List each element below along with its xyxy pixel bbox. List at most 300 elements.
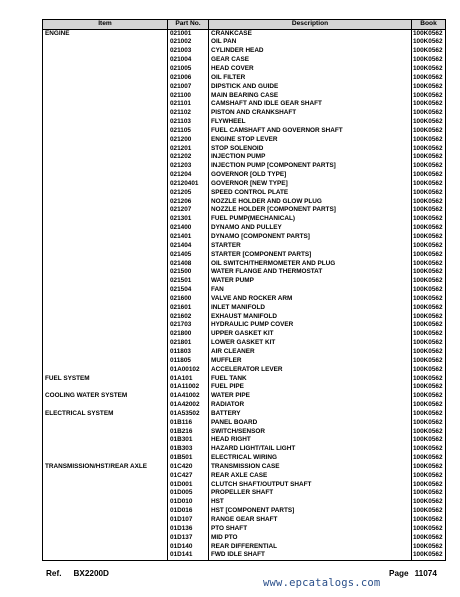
table-row xyxy=(43,330,446,339)
cell-description: PTO SHAFT xyxy=(209,525,412,534)
cell-part-no: 011803 xyxy=(168,348,209,357)
cell-description: ENGINE STOP LEVER xyxy=(209,136,412,145)
cell-description: PROPELLER SHAFT xyxy=(209,489,412,498)
cell-book: 100K0562 xyxy=(412,38,446,47)
cell-description: OIL SWITCH/THERMOMETER AND PLUG xyxy=(209,260,412,269)
table-row xyxy=(43,251,446,260)
cell-part-no: 021601 xyxy=(168,304,209,313)
cell-description: BATTERY xyxy=(209,410,412,419)
cell-part-no: 021404 xyxy=(168,242,209,251)
table-row xyxy=(43,286,446,295)
table-row xyxy=(43,92,446,101)
table-row xyxy=(43,534,446,543)
cell-part-no: 021301 xyxy=(168,215,209,224)
cell-item xyxy=(43,357,168,366)
cell-book: 100K0562 xyxy=(412,233,446,242)
cell-part-no: 021002 xyxy=(168,38,209,47)
cell-item xyxy=(43,65,168,74)
cell-part-no: 021202 xyxy=(168,153,209,162)
cell-item xyxy=(43,189,168,198)
cell-description: FLYWHEEL xyxy=(209,118,412,127)
cell-book: 100K0562 xyxy=(412,543,446,552)
table-row xyxy=(43,410,446,419)
cell-item xyxy=(43,543,168,552)
cell-part-no: 021408 xyxy=(168,260,209,269)
cell-item xyxy=(43,330,168,339)
cell-item: FUEL SYSTEM xyxy=(43,375,168,384)
footer-page xyxy=(389,569,437,578)
table-row xyxy=(43,357,446,366)
cell-book: 100K0562 xyxy=(412,171,446,180)
cell-description: REAR AXLE CASE xyxy=(209,472,412,481)
table-row xyxy=(43,215,446,224)
table-row xyxy=(43,118,446,127)
cell-item xyxy=(43,481,168,490)
cell-part-no: 01D136 xyxy=(168,525,209,534)
cell-part-no: 021003 xyxy=(168,47,209,56)
table-row xyxy=(43,428,446,437)
cell-book: 100K0562 xyxy=(412,251,446,260)
cell-part-no: 021401 xyxy=(168,233,209,242)
parts-index-table xyxy=(42,19,446,561)
cell-book: 100K0562 xyxy=(412,357,446,366)
cell-book: 100K0562 xyxy=(412,277,446,286)
cell-part-no: 01D001 xyxy=(168,481,209,490)
column-header-book: Book xyxy=(412,20,446,30)
cell-part-no: 01B303 xyxy=(168,445,209,454)
cell-part-no: 01A101 xyxy=(168,375,209,384)
cell-description: GOVERNOR [OLD TYPE] xyxy=(209,171,412,180)
cell-item xyxy=(43,525,168,534)
table-row xyxy=(43,401,446,410)
cell-item xyxy=(43,224,168,233)
cell-item xyxy=(43,47,168,56)
cell-item xyxy=(43,233,168,242)
cell-part-no: 021100 xyxy=(168,92,209,101)
cell-item xyxy=(43,313,168,322)
cell-part-no: 021501 xyxy=(168,277,209,286)
cell-part-no: 021703 xyxy=(168,321,209,330)
cell-item xyxy=(43,277,168,286)
cell-item: COOLING WATER SYSTEM xyxy=(43,392,168,401)
cell-item xyxy=(43,118,168,127)
cell-description: HST xyxy=(209,498,412,507)
cell-book: 100K0562 xyxy=(412,47,446,56)
table-header-row xyxy=(43,20,446,30)
table-row xyxy=(43,189,446,198)
cell-description: HYDRAULIC PUMP COVER xyxy=(209,321,412,330)
cell-book: 100K0562 xyxy=(412,180,446,189)
cell-item xyxy=(43,145,168,154)
table-row xyxy=(43,304,446,313)
cell-item xyxy=(43,339,168,348)
cell-description: STARTER [COMPONENT PARTS] xyxy=(209,251,412,260)
cell-book: 100K0562 xyxy=(412,224,446,233)
table-row xyxy=(43,127,446,136)
cell-book: 100K0562 xyxy=(412,454,446,463)
cell-item xyxy=(43,321,168,330)
table-row xyxy=(43,481,446,490)
cell-book: 100K0562 xyxy=(412,100,446,109)
cell-item: ELECTRICAL SYSTEM xyxy=(43,410,168,419)
cell-book: 100K0562 xyxy=(412,304,446,313)
cell-book: 100K0562 xyxy=(412,83,446,92)
table-row xyxy=(43,277,446,286)
cell-description: RADIATOR xyxy=(209,401,412,410)
cell-part-no: 021201 xyxy=(168,145,209,154)
table-row xyxy=(43,206,446,215)
cell-part-no: 01D137 xyxy=(168,534,209,543)
cell-description: INLET MANIFOLD xyxy=(209,304,412,313)
ref-label: Ref. xyxy=(46,569,62,578)
cell-part-no: 01B501 xyxy=(168,454,209,463)
cell-description: MID PTO xyxy=(209,534,412,543)
table-row xyxy=(43,100,446,109)
cell-book: 100K0562 xyxy=(412,366,446,375)
table-row xyxy=(43,38,446,47)
cell-book: 100K0562 xyxy=(412,392,446,401)
cell-item xyxy=(43,206,168,215)
cell-description: RANGE GEAR SHAFT xyxy=(209,516,412,525)
cell-description: STARTER xyxy=(209,242,412,251)
table-row xyxy=(43,224,446,233)
cell-description: CAMSHAFT AND IDLE GEAR SHAFT xyxy=(209,100,412,109)
table-row xyxy=(43,472,446,481)
cell-part-no: 021602 xyxy=(168,313,209,322)
table-row xyxy=(43,198,446,207)
cell-description: STOP SOLENOID xyxy=(209,145,412,154)
table-row xyxy=(43,136,446,145)
cell-book: 100K0562 xyxy=(412,268,446,277)
cell-item xyxy=(43,445,168,454)
cell-item xyxy=(43,127,168,136)
cell-part-no: 021600 xyxy=(168,295,209,304)
column-header-description: Description xyxy=(209,20,412,30)
table-row xyxy=(43,383,446,392)
cell-book: 100K0562 xyxy=(412,534,446,543)
cell-book: 100K0562 xyxy=(412,498,446,507)
cell-part-no: 021205 xyxy=(168,189,209,198)
cell-part-no: 021400 xyxy=(168,224,209,233)
cell-book: 100K0562 xyxy=(412,507,446,516)
cell-description: DIPSTICK AND GUIDE xyxy=(209,83,412,92)
cell-description: GEAR CASE xyxy=(209,56,412,65)
cell-part-no: 01B216 xyxy=(168,428,209,437)
table-row xyxy=(43,419,446,428)
cell-book: 100K0562 xyxy=(412,189,446,198)
table-row xyxy=(43,445,446,454)
table-row xyxy=(43,233,446,242)
cell-item xyxy=(43,428,168,437)
column-header-part-no: Part No. xyxy=(168,20,209,30)
cell-book: 100K0562 xyxy=(412,481,446,490)
cell-part-no: 01C427 xyxy=(168,472,209,481)
cell-description: MUFFLER xyxy=(209,357,412,366)
cell-book: 100K0562 xyxy=(412,375,446,384)
cell-description: DYNAMO [COMPONENT PARTS] xyxy=(209,233,412,242)
table-row xyxy=(43,242,446,251)
cell-description: SWITCH/SENSOR xyxy=(209,428,412,437)
cell-book: 100K0562 xyxy=(412,525,446,534)
cell-book: 100K0562 xyxy=(412,145,446,154)
cell-book: 100K0562 xyxy=(412,445,446,454)
cell-book: 100K0562 xyxy=(412,242,446,251)
footer-reference xyxy=(46,569,109,578)
cell-part-no: 021001 xyxy=(168,29,209,38)
cell-description: CYLINDER HEAD xyxy=(209,47,412,56)
cell-book: 100K0562 xyxy=(412,206,446,215)
cell-item xyxy=(43,383,168,392)
table-row xyxy=(43,56,446,65)
cell-item xyxy=(43,489,168,498)
cell-part-no: 021405 xyxy=(168,251,209,260)
table-row xyxy=(43,551,446,560)
cell-description: AIR CLEANER xyxy=(209,348,412,357)
cell-book: 100K0562 xyxy=(412,295,446,304)
cell-part-no: 021005 xyxy=(168,65,209,74)
cell-book: 100K0562 xyxy=(412,428,446,437)
cell-item xyxy=(43,348,168,357)
cell-description: ELECTRICAL WIRING xyxy=(209,454,412,463)
cell-part-no: 021801 xyxy=(168,339,209,348)
cell-description: INJECTION PUMP [COMPONENT PARTS] xyxy=(209,162,412,171)
table-row xyxy=(43,83,446,92)
table-row xyxy=(43,180,446,189)
cell-part-no: 01C420 xyxy=(168,463,209,472)
cell-item xyxy=(43,242,168,251)
cell-book: 100K0562 xyxy=(412,153,446,162)
cell-description: HAZARD LIGHT/TAIL LIGHT xyxy=(209,445,412,454)
table-row xyxy=(43,436,446,445)
cell-item xyxy=(43,215,168,224)
cell-item xyxy=(43,180,168,189)
table-row xyxy=(43,47,446,56)
cell-part-no: 01D010 xyxy=(168,498,209,507)
table-row xyxy=(43,29,446,38)
table-row xyxy=(43,153,446,162)
table-row xyxy=(43,295,446,304)
cell-item xyxy=(43,198,168,207)
cell-item xyxy=(43,498,168,507)
cell-description: VALVE AND ROCKER ARM xyxy=(209,295,412,304)
table-row xyxy=(43,339,446,348)
cell-item xyxy=(43,419,168,428)
cell-book: 100K0562 xyxy=(412,136,446,145)
table-row xyxy=(43,507,446,516)
cell-book: 100K0562 xyxy=(412,92,446,101)
table-row xyxy=(43,260,446,269)
cell-description: PANEL BOARD xyxy=(209,419,412,428)
cell-book: 100K0562 xyxy=(412,162,446,171)
cell-description: CLUTCH SHAFT/OUTPUT SHAFT xyxy=(209,481,412,490)
page-label: Page xyxy=(389,569,409,578)
cell-part-no: 01A00102 xyxy=(168,366,209,375)
cell-item xyxy=(43,38,168,47)
cell-description: OIL PAN xyxy=(209,38,412,47)
table-row xyxy=(43,145,446,154)
table-row xyxy=(43,348,446,357)
cell-book: 100K0562 xyxy=(412,472,446,481)
table-row xyxy=(43,454,446,463)
cell-item xyxy=(43,436,168,445)
table-row xyxy=(43,498,446,507)
table-row xyxy=(43,162,446,171)
cell-description: GOVERNOR [NEW TYPE] xyxy=(209,180,412,189)
cell-part-no: 011805 xyxy=(168,357,209,366)
cell-description: CRANKCASE xyxy=(209,29,412,38)
cell-item xyxy=(43,83,168,92)
cell-part-no: 021800 xyxy=(168,330,209,339)
cell-description: SPEED CONTROL PLATE xyxy=(209,189,412,198)
cell-description: EXHAUST MANIFOLD xyxy=(209,313,412,322)
table-row xyxy=(43,321,446,330)
cell-book: 100K0562 xyxy=(412,516,446,525)
cell-item xyxy=(43,295,168,304)
cell-book: 100K0562 xyxy=(412,313,446,322)
cell-item: TRANSMISSION/HST/REAR AXLE xyxy=(43,463,168,472)
cell-description: WATER PUMP xyxy=(209,277,412,286)
cell-description: LOWER GASKET KIT xyxy=(209,339,412,348)
cell-item xyxy=(43,260,168,269)
cell-part-no: 021203 xyxy=(168,162,209,171)
cell-item xyxy=(43,551,168,560)
cell-description: ACCELERATOR LEVER xyxy=(209,366,412,375)
cell-description: FUEL PUMP(MECHANICAL) xyxy=(209,215,412,224)
cell-description: FUEL TANK xyxy=(209,375,412,384)
cell-book: 100K0562 xyxy=(412,463,446,472)
cell-part-no: 01D107 xyxy=(168,516,209,525)
cell-book: 100K0562 xyxy=(412,286,446,295)
table-row xyxy=(43,463,446,472)
model-name: BX2200D xyxy=(73,569,109,578)
cell-description: WATER FLANGE AND THERMOSTAT xyxy=(209,268,412,277)
table-row xyxy=(43,109,446,118)
cell-part-no: 021207 xyxy=(168,206,209,215)
table-row xyxy=(43,74,446,83)
cell-part-no: 01D141 xyxy=(168,551,209,560)
cell-item xyxy=(43,268,168,277)
cell-item xyxy=(43,366,168,375)
cell-part-no: 01D140 xyxy=(168,543,209,552)
cell-book: 100K0562 xyxy=(412,551,446,560)
cell-item xyxy=(43,507,168,516)
cell-book: 100K0562 xyxy=(412,330,446,339)
cell-description: FUEL CAMSHAFT AND GOVERNOR SHAFT xyxy=(209,127,412,136)
cell-book: 100K0562 xyxy=(412,419,446,428)
cell-description: PISTON AND CRANKSHAFT xyxy=(209,109,412,118)
cell-book: 100K0562 xyxy=(412,401,446,410)
table-row xyxy=(43,313,446,322)
cell-part-no: 01B116 xyxy=(168,419,209,428)
cell-part-no: 021500 xyxy=(168,268,209,277)
cell-book: 100K0562 xyxy=(412,127,446,136)
cell-item xyxy=(43,516,168,525)
cell-part-no: 01A53502 xyxy=(168,410,209,419)
cell-part-no: 021204 xyxy=(168,171,209,180)
cell-item xyxy=(43,100,168,109)
cell-book: 100K0562 xyxy=(412,383,446,392)
cell-item xyxy=(43,171,168,180)
cell-item xyxy=(43,153,168,162)
cell-description: FWD IDLE SHAFT xyxy=(209,551,412,560)
cell-part-no: 021007 xyxy=(168,83,209,92)
cell-book: 100K0562 xyxy=(412,29,446,38)
table-row xyxy=(43,366,446,375)
column-header-item: Item xyxy=(43,20,168,30)
page-number: 11074 xyxy=(414,569,437,578)
cell-book: 100K0562 xyxy=(412,489,446,498)
cell-item: ENGINE xyxy=(43,29,168,38)
cell-description: HEAD COVER xyxy=(209,65,412,74)
cell-description: FUEL PIPE xyxy=(209,383,412,392)
cell-book: 100K0562 xyxy=(412,109,446,118)
cell-item xyxy=(43,401,168,410)
cell-part-no: 021504 xyxy=(168,286,209,295)
cell-part-no: 01A11002 xyxy=(168,383,209,392)
table-row xyxy=(43,171,446,180)
cell-item xyxy=(43,56,168,65)
cell-item xyxy=(43,472,168,481)
table-row xyxy=(43,516,446,525)
cell-description: HEAD RIGHT xyxy=(209,436,412,445)
cell-item xyxy=(43,74,168,83)
cell-book: 100K0562 xyxy=(412,118,446,127)
watermark-link[interactable]: www.epcatalogs.com xyxy=(263,577,381,589)
cell-book: 100K0562 xyxy=(412,198,446,207)
cell-book: 100K0562 xyxy=(412,260,446,269)
cell-book: 100K0562 xyxy=(412,339,446,348)
cell-item xyxy=(43,534,168,543)
cell-item xyxy=(43,136,168,145)
cell-description: OIL FILTER xyxy=(209,74,412,83)
cell-book: 100K0562 xyxy=(412,436,446,445)
cell-part-no: 021206 xyxy=(168,198,209,207)
cell-description: REAR DIFFERENTIAL xyxy=(209,543,412,552)
table-row xyxy=(43,525,446,534)
cell-part-no: 02120401 xyxy=(168,180,209,189)
cell-description: INJECTION PUMP xyxy=(209,153,412,162)
cell-part-no: 01B301 xyxy=(168,436,209,445)
cell-description: UPPER GASKET KIT xyxy=(209,330,412,339)
cell-description: WATER PIPE xyxy=(209,392,412,401)
cell-item xyxy=(43,92,168,101)
cell-part-no: 021006 xyxy=(168,74,209,83)
cell-part-no: 01D005 xyxy=(168,489,209,498)
table-row xyxy=(43,65,446,74)
cell-item xyxy=(43,454,168,463)
cell-part-no: 01A42002 xyxy=(168,401,209,410)
table-row xyxy=(43,543,446,552)
cell-part-no: 01D016 xyxy=(168,507,209,516)
cell-part-no: 021101 xyxy=(168,100,209,109)
cell-book: 100K0562 xyxy=(412,215,446,224)
cell-description: NOZZLE HOLDER AND GLOW PLUG xyxy=(209,198,412,207)
cell-part-no: 01A41002 xyxy=(168,392,209,401)
cell-book: 100K0562 xyxy=(412,321,446,330)
cell-book: 100K0562 xyxy=(412,74,446,83)
cell-book: 100K0562 xyxy=(412,348,446,357)
cell-part-no: 021200 xyxy=(168,136,209,145)
cell-book: 100K0562 xyxy=(412,56,446,65)
cell-part-no: 021102 xyxy=(168,109,209,118)
table-row xyxy=(43,375,446,384)
cell-part-no: 021105 xyxy=(168,127,209,136)
cell-part-no: 021103 xyxy=(168,118,209,127)
cell-book: 100K0562 xyxy=(412,410,446,419)
cell-item xyxy=(43,286,168,295)
table-row xyxy=(43,268,446,277)
table-row xyxy=(43,489,446,498)
